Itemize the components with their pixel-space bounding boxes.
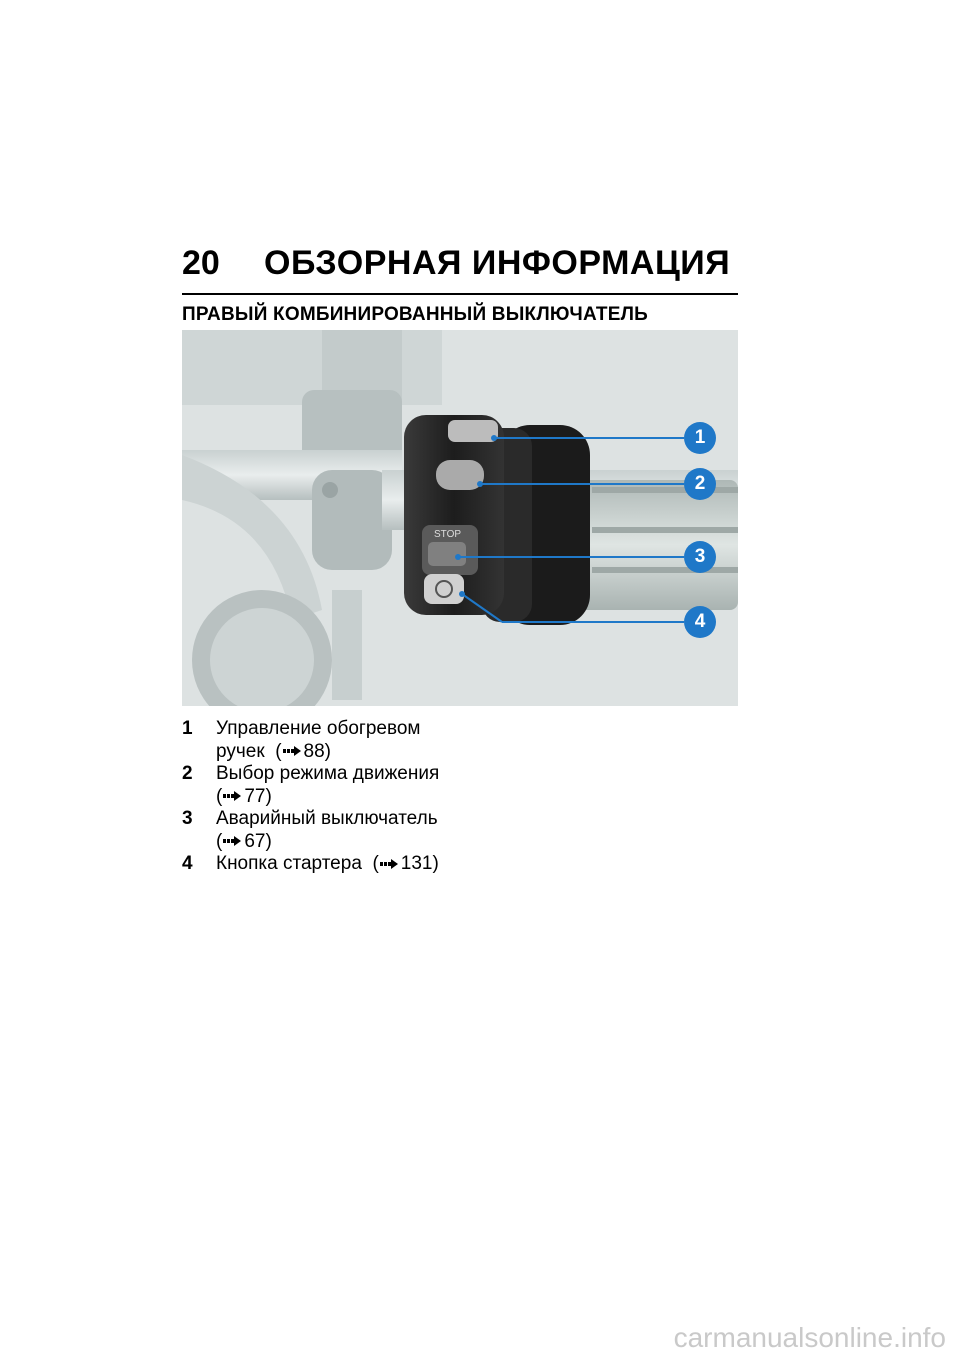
page-header bbox=[182, 244, 738, 284]
legend-line: Выбор режима движения bbox=[216, 763, 440, 784]
arrow-right-icon bbox=[380, 859, 398, 869]
callout-badge-4: 4 bbox=[684, 606, 716, 638]
legend-text bbox=[216, 808, 482, 853]
page-reference[interactable] bbox=[216, 786, 272, 807]
legend-line: Аварийный выключатель bbox=[216, 808, 438, 829]
page-number-ref: 77) bbox=[244, 785, 272, 807]
legend-item bbox=[182, 763, 482, 808]
switch-illustration bbox=[182, 330, 738, 706]
legend-line: ( bbox=[216, 830, 223, 852]
legend-number: 1 bbox=[182, 718, 193, 739]
page-number-ref: 67) bbox=[244, 830, 272, 852]
legend-number: 3 bbox=[182, 808, 193, 829]
legend-number: 4 bbox=[182, 853, 193, 874]
callout-badge-2: 2 bbox=[684, 468, 716, 500]
legend-text bbox=[216, 718, 482, 763]
legend-text bbox=[216, 763, 482, 808]
figure-legend bbox=[182, 718, 482, 876]
page-number-ref: 88) bbox=[303, 740, 331, 762]
page-reference[interactable] bbox=[216, 831, 272, 852]
arrow-right-icon bbox=[223, 791, 241, 801]
arrow-right-icon bbox=[223, 836, 241, 846]
watermark: carmanualsonline.info bbox=[673, 1322, 946, 1353]
page-reference[interactable] bbox=[216, 741, 331, 762]
legend-item bbox=[182, 853, 482, 876]
legend-item bbox=[182, 808, 482, 853]
callout-badge-3: 3 bbox=[684, 541, 716, 573]
page-number-ref: 131) bbox=[400, 853, 439, 874]
section-title: ПРАВЫЙ КОМБИНИРОВАННЫЙ ВЫКЛЮЧАТЕЛЬ bbox=[182, 304, 648, 325]
legend-line: ручек ( bbox=[216, 740, 282, 762]
legend-item bbox=[182, 718, 482, 763]
page-reference[interactable] bbox=[216, 853, 439, 874]
stop-label: STOP bbox=[434, 529, 462, 540]
arrow-right-icon bbox=[283, 746, 301, 756]
legend-line: ( bbox=[216, 785, 223, 807]
legend-text bbox=[216, 853, 482, 876]
legend-line: Кнопка стартера ( bbox=[216, 853, 379, 874]
switch-figure bbox=[182, 330, 738, 706]
legend-line: Управление обогревом bbox=[216, 718, 421, 739]
chapter-title: ОБЗОРНАЯ ИНФОРМАЦИЯ bbox=[264, 244, 731, 282]
page-number: 20 bbox=[182, 244, 220, 282]
callout-badge-1: 1 bbox=[684, 422, 716, 454]
legend-number: 2 bbox=[182, 763, 193, 784]
header-rule bbox=[182, 293, 738, 295]
